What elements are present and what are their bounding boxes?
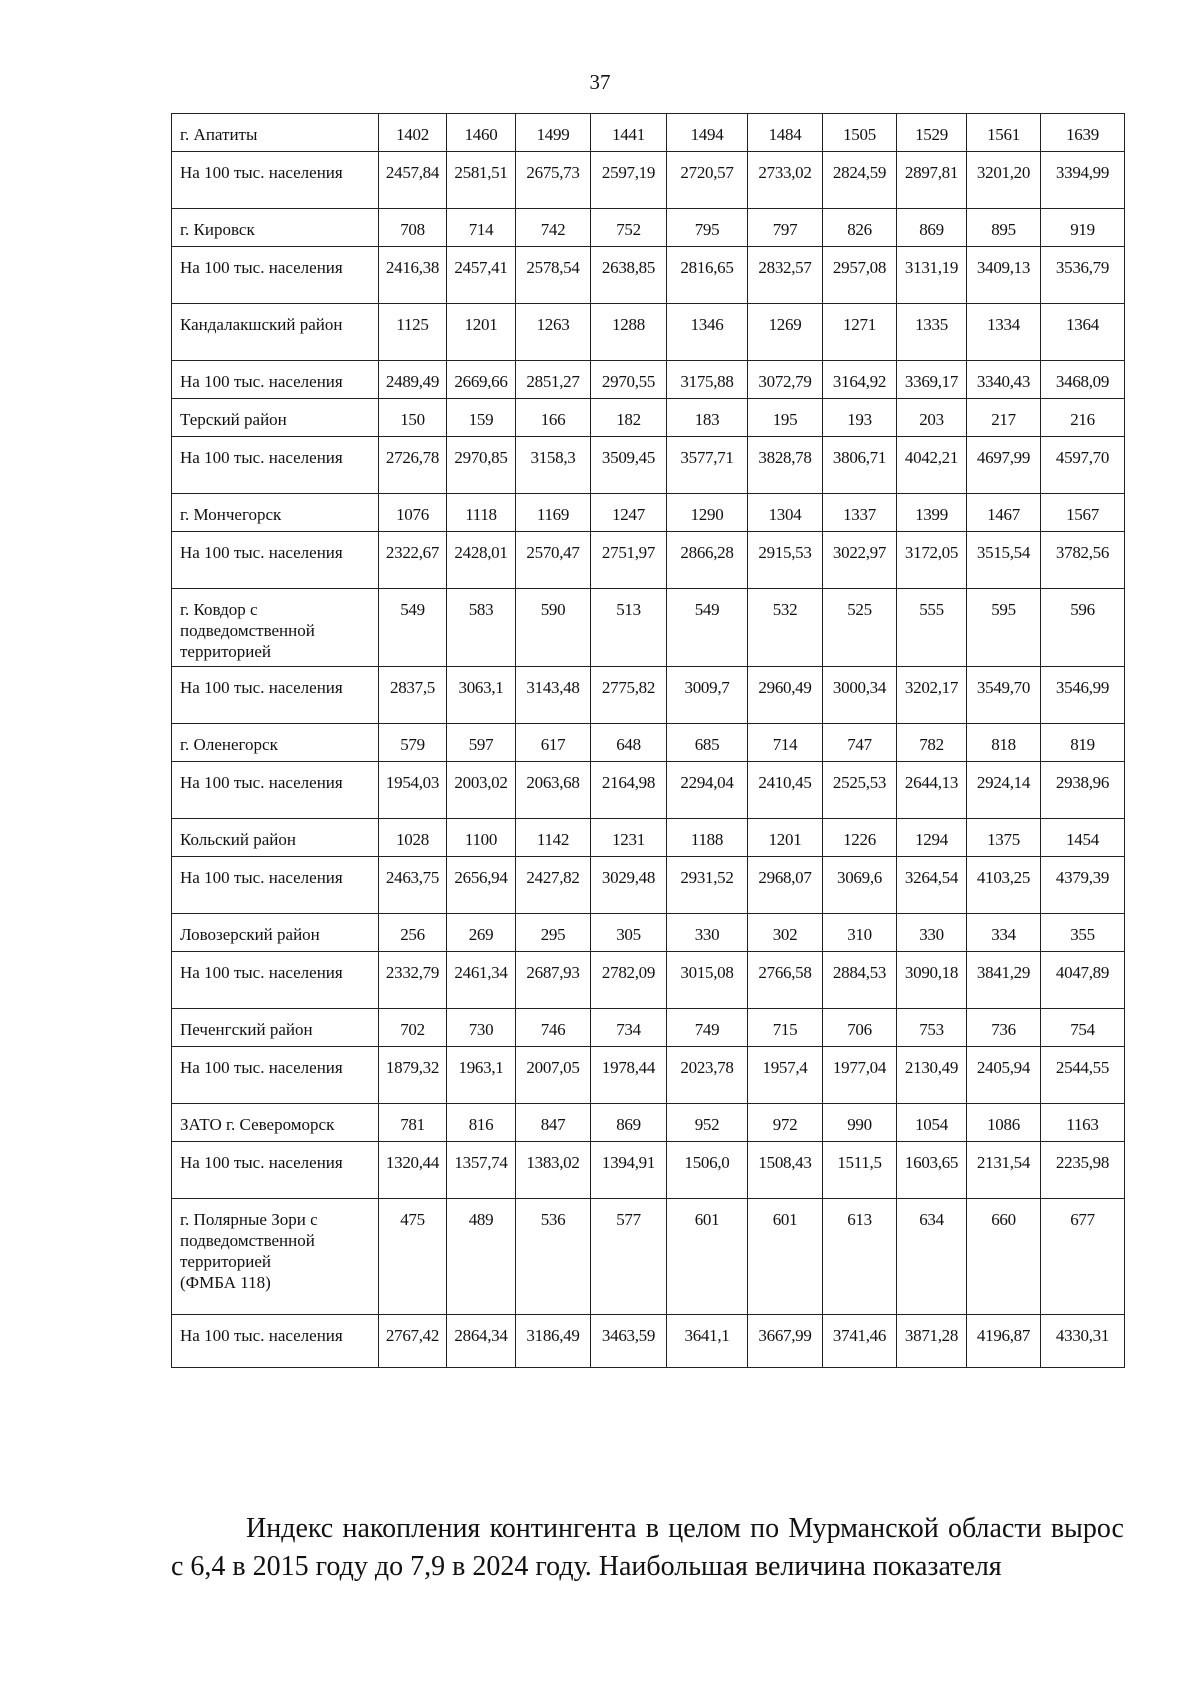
table-cell: 3186,49 [516, 1315, 591, 1368]
table-cell: 596 [1041, 589, 1125, 667]
table-cell: 3828,78 [748, 437, 823, 494]
table-cell: 2897,81 [897, 152, 967, 209]
table-cell: 334 [967, 914, 1041, 952]
table-cell: 1561 [967, 114, 1041, 152]
row-label: г. Ковдор с подведомственной территорией [172, 589, 379, 667]
table-cell: 1288 [591, 304, 667, 361]
table-cell: 3369,17 [897, 361, 967, 399]
table-cell: 3143,48 [516, 667, 591, 724]
table-cell: 685 [667, 724, 748, 762]
table-cell: 2931,52 [667, 857, 748, 914]
table-cell: 3394,99 [1041, 152, 1125, 209]
table-cell: 1201 [748, 819, 823, 857]
statistics-table [171, 113, 1125, 1368]
table-cell: 577 [591, 1199, 667, 1315]
table-cell: 4042,21 [897, 437, 967, 494]
table-cell: 1320,44 [379, 1142, 447, 1199]
table-row [172, 667, 1125, 724]
table-cell: 795 [667, 209, 748, 247]
table-cell: 4196,87 [967, 1315, 1041, 1368]
table-cell: 3175,88 [667, 361, 748, 399]
table-cell: 1508,43 [748, 1142, 823, 1199]
table-cell: 2007,05 [516, 1047, 591, 1104]
table-cell: 2960,49 [748, 667, 823, 724]
table-cell: 3000,34 [823, 667, 897, 724]
table-cell: 2638,85 [591, 247, 667, 304]
table-cell: 2570,47 [516, 532, 591, 589]
table-cell: 2063,68 [516, 762, 591, 819]
table-cell: 150 [379, 399, 447, 437]
table-cell: 895 [967, 209, 1041, 247]
table-cell: 2864,34 [447, 1315, 516, 1368]
table-cell: 3871,28 [897, 1315, 967, 1368]
table-cell: 3641,1 [667, 1315, 748, 1368]
table-cell: 2766,58 [748, 952, 823, 1009]
table-cell: 2726,78 [379, 437, 447, 494]
row-label: Терский район [172, 399, 379, 437]
table-row [172, 399, 1125, 437]
table-row [172, 361, 1125, 399]
table-cell: 2733,02 [748, 152, 823, 209]
table-cell: 2884,53 [823, 952, 897, 1009]
table-body [172, 114, 1125, 1368]
table-cell: 513 [591, 589, 667, 667]
table-cell: 1169 [516, 494, 591, 532]
table-cell: 216 [1041, 399, 1125, 437]
table-cell: 2131,54 [967, 1142, 1041, 1199]
table-cell: 749 [667, 1009, 748, 1047]
table-cell: 295 [516, 914, 591, 952]
row-label: На 100 тыс. населения [172, 1142, 379, 1199]
table-cell: 1963,1 [447, 1047, 516, 1104]
table-cell: 714 [447, 209, 516, 247]
table-cell: 1076 [379, 494, 447, 532]
table-cell: 489 [447, 1199, 516, 1315]
table-cell: 3782,56 [1041, 532, 1125, 589]
table-cell: 2332,79 [379, 952, 447, 1009]
row-label: На 100 тыс. населения [172, 1047, 379, 1104]
table-cell: 2130,49 [897, 1047, 967, 1104]
table-cell: 555 [897, 589, 967, 667]
table-cell: 730 [447, 1009, 516, 1047]
table-cell: 1335 [897, 304, 967, 361]
table-cell: 330 [897, 914, 967, 952]
table-row [172, 1047, 1125, 1104]
table-row [172, 494, 1125, 532]
row-label: ЗАТО г. Североморск [172, 1104, 379, 1142]
table-cell: 3409,13 [967, 247, 1041, 304]
table-cell: 1402 [379, 114, 447, 152]
table-cell: 2970,55 [591, 361, 667, 399]
table-cell: 1125 [379, 304, 447, 361]
table-cell: 3667,99 [748, 1315, 823, 1368]
row-label: г. Оленегорск [172, 724, 379, 762]
table-cell: 601 [748, 1199, 823, 1315]
table-cell: 1357,74 [447, 1142, 516, 1199]
table-row [172, 914, 1125, 952]
row-label: На 100 тыс. населения [172, 667, 379, 724]
table-cell: 302 [748, 914, 823, 952]
table-cell: 597 [447, 724, 516, 762]
table-cell: 2832,57 [748, 247, 823, 304]
table-cell: 183 [667, 399, 748, 437]
table-cell: 203 [897, 399, 967, 437]
page-number: 37 [589, 70, 611, 94]
table-row [172, 1142, 1125, 1199]
body-paragraph [171, 1510, 1124, 1586]
table-cell: 2837,5 [379, 667, 447, 724]
table-cell: 1529 [897, 114, 967, 152]
table-cell: 1399 [897, 494, 967, 532]
table-cell: 648 [591, 724, 667, 762]
table-cell: 1484 [748, 114, 823, 152]
table-cell: 2866,28 [667, 532, 748, 589]
table-cell: 1957,4 [748, 1047, 823, 1104]
table-cell: 3015,08 [667, 952, 748, 1009]
row-label: На 100 тыс. населения [172, 532, 379, 589]
table-cell: 919 [1041, 209, 1125, 247]
table-cell: 1100 [447, 819, 516, 857]
table-cell: 4379,39 [1041, 857, 1125, 914]
table-cell: 1337 [823, 494, 897, 532]
table-row [172, 819, 1125, 857]
table-cell: 475 [379, 1199, 447, 1315]
table-cell: 3072,79 [748, 361, 823, 399]
table-cell: 2428,01 [447, 532, 516, 589]
table-cell: 2687,93 [516, 952, 591, 1009]
row-label: Кандалакшский район [172, 304, 379, 361]
table-cell: 1460 [447, 114, 516, 152]
table-cell: 2235,98 [1041, 1142, 1125, 1199]
table-cell: 601 [667, 1199, 748, 1315]
table-cell: 193 [823, 399, 897, 437]
row-label: г. Апатиты [172, 114, 379, 152]
table-cell: 4697,99 [967, 437, 1041, 494]
table-cell: 3468,09 [1041, 361, 1125, 399]
table-row [172, 857, 1125, 914]
table-cell: 217 [967, 399, 1041, 437]
table-cell: 2597,19 [591, 152, 667, 209]
table-cell: 1383,02 [516, 1142, 591, 1199]
table-cell: 3090,18 [897, 952, 967, 1009]
table-cell: 330 [667, 914, 748, 952]
table-cell: 2851,27 [516, 361, 591, 399]
table-row [172, 114, 1125, 152]
table-cell: 1028 [379, 819, 447, 857]
table-cell: 1086 [967, 1104, 1041, 1142]
table-cell: 714 [748, 724, 823, 762]
table-cell: 4047,89 [1041, 952, 1125, 1009]
table-cell: 3202,17 [897, 667, 967, 724]
table-cell: 3172,05 [897, 532, 967, 589]
row-label: г. Кировск [172, 209, 379, 247]
table-cell: 2003,02 [447, 762, 516, 819]
table-cell: 816 [447, 1104, 516, 1142]
table-cell: 1269 [748, 304, 823, 361]
table-row [172, 152, 1125, 209]
table-cell: 2720,57 [667, 152, 748, 209]
table-cell: 1978,44 [591, 1047, 667, 1104]
table-cell: 2915,53 [748, 532, 823, 589]
table-cell: 2294,04 [667, 762, 748, 819]
table-cell: 2023,78 [667, 1047, 748, 1104]
table-cell: 613 [823, 1199, 897, 1315]
table-row [172, 762, 1125, 819]
table-cell: 1454 [1041, 819, 1125, 857]
table-row [172, 1315, 1125, 1368]
row-label: На 100 тыс. населения [172, 152, 379, 209]
table-cell: 3029,48 [591, 857, 667, 914]
table-cell: 1188 [667, 819, 748, 857]
table-cell: 747 [823, 724, 897, 762]
table-cell: 3069,6 [823, 857, 897, 914]
row-label: На 100 тыс. населения [172, 247, 379, 304]
table-cell: 715 [748, 1009, 823, 1047]
table-cell: 159 [447, 399, 516, 437]
table-cell: 2405,94 [967, 1047, 1041, 1104]
table-cell: 781 [379, 1104, 447, 1142]
table-cell: 1505 [823, 114, 897, 152]
table-cell: 736 [967, 1009, 1041, 1047]
table-cell: 3063,1 [447, 667, 516, 724]
table-cell: 2957,08 [823, 247, 897, 304]
table-cell: 869 [591, 1104, 667, 1142]
table-cell: 4330,31 [1041, 1315, 1125, 1368]
row-label: Ловозерский район [172, 914, 379, 952]
row-label: г. Мончегорск [172, 494, 379, 532]
table-cell: 3546,99 [1041, 667, 1125, 724]
table-cell: 1603,65 [897, 1142, 967, 1199]
table-cell: 660 [967, 1199, 1041, 1315]
table-cell: 549 [667, 589, 748, 667]
table-cell: 2525,53 [823, 762, 897, 819]
table-cell: 2164,98 [591, 762, 667, 819]
table-cell: 310 [823, 914, 897, 952]
table-cell: 2924,14 [967, 762, 1041, 819]
table-cell: 3164,92 [823, 361, 897, 399]
table-cell: 2775,82 [591, 667, 667, 724]
table-cell: 634 [897, 1199, 967, 1315]
table-cell: 1639 [1041, 114, 1125, 152]
table-cell: 752 [591, 209, 667, 247]
table-cell: 579 [379, 724, 447, 762]
table-cell: 256 [379, 914, 447, 952]
table-cell: 1118 [447, 494, 516, 532]
table-cell: 2675,73 [516, 152, 591, 209]
table-cell: 355 [1041, 914, 1125, 952]
table-row [172, 532, 1125, 589]
table-row [172, 437, 1125, 494]
table-cell: 525 [823, 589, 897, 667]
table-cell: 2581,51 [447, 152, 516, 209]
table-cell: 746 [516, 1009, 591, 1047]
row-label: г. Полярные Зори с подведомственной территорией (ФМБА 118) [172, 1199, 379, 1315]
row-label: На 100 тыс. населения [172, 437, 379, 494]
table-cell: 3806,71 [823, 437, 897, 494]
table-cell: 549 [379, 589, 447, 667]
row-label: Кольский район [172, 819, 379, 857]
table-cell: 3022,97 [823, 532, 897, 589]
row-label: На 100 тыс. населения [172, 361, 379, 399]
table-cell: 2782,09 [591, 952, 667, 1009]
row-label: На 100 тыс. населения [172, 762, 379, 819]
table-cell: 2751,97 [591, 532, 667, 589]
table-cell: 1201 [447, 304, 516, 361]
table-cell: 1375 [967, 819, 1041, 857]
table-cell: 2463,75 [379, 857, 447, 914]
table-cell: 195 [748, 399, 823, 437]
table-cell: 532 [748, 589, 823, 667]
table-cell: 869 [897, 209, 967, 247]
table-cell: 2816,65 [667, 247, 748, 304]
table-cell: 782 [897, 724, 967, 762]
table-cell: 702 [379, 1009, 447, 1047]
row-label: Печенгский район [172, 1009, 379, 1047]
table-cell: 708 [379, 209, 447, 247]
table-cell: 1054 [897, 1104, 967, 1142]
table-cell: 2767,42 [379, 1315, 447, 1368]
table-cell: 677 [1041, 1199, 1125, 1315]
table-cell: 754 [1041, 1009, 1125, 1047]
table-cell: 269 [447, 914, 516, 952]
table-cell: 1364 [1041, 304, 1125, 361]
table-row [172, 589, 1125, 667]
table-cell: 3264,54 [897, 857, 967, 914]
table-cell: 2656,94 [447, 857, 516, 914]
table-cell: 590 [516, 589, 591, 667]
table-row [172, 1199, 1125, 1315]
table-cell: 617 [516, 724, 591, 762]
table-cell: 3463,59 [591, 1315, 667, 1368]
table-cell: 1263 [516, 304, 591, 361]
table-cell: 1247 [591, 494, 667, 532]
table-cell: 1294 [897, 819, 967, 857]
table-cell: 2824,59 [823, 152, 897, 209]
table-cell: 1511,5 [823, 1142, 897, 1199]
table-cell: 818 [967, 724, 1041, 762]
table-cell: 1977,04 [823, 1047, 897, 1104]
row-label: На 100 тыс. населения [172, 1315, 379, 1368]
table-cell: 1226 [823, 819, 897, 857]
table-cell: 742 [516, 209, 591, 247]
table-row [172, 724, 1125, 762]
table-cell: 3158,3 [516, 437, 591, 494]
table-cell: 826 [823, 209, 897, 247]
table-cell: 166 [516, 399, 591, 437]
table-cell: 1879,32 [379, 1047, 447, 1104]
table-cell: 1231 [591, 819, 667, 857]
table-cell: 1394,91 [591, 1142, 667, 1199]
table-cell: 2461,34 [447, 952, 516, 1009]
table-cell: 1334 [967, 304, 1041, 361]
table-cell: 3577,71 [667, 437, 748, 494]
table-cell: 819 [1041, 724, 1125, 762]
table-cell: 2427,82 [516, 857, 591, 914]
table-cell: 583 [447, 589, 516, 667]
table-cell: 706 [823, 1009, 897, 1047]
table-cell: 536 [516, 1199, 591, 1315]
table-cell: 3009,7 [667, 667, 748, 724]
table-cell: 2322,67 [379, 532, 447, 589]
table-cell: 2644,13 [897, 762, 967, 819]
table-row [172, 952, 1125, 1009]
table-cell: 182 [591, 399, 667, 437]
table-cell: 1271 [823, 304, 897, 361]
table-cell: 990 [823, 1104, 897, 1142]
table-cell: 3201,20 [967, 152, 1041, 209]
table-cell: 2457,41 [447, 247, 516, 304]
table-cell: 3340,43 [967, 361, 1041, 399]
paragraph-text: Индекс накопления контингента в целом по Мурманской области вырос с 6,4 в 2015 году до 7,9 в 2024 году. Наибольшая величина показателя [171, 1513, 1124, 1582]
table-cell: 2457,84 [379, 152, 447, 209]
table-cell: 1290 [667, 494, 748, 532]
table-row [172, 247, 1125, 304]
table-cell: 3741,46 [823, 1315, 897, 1368]
table-cell: 1346 [667, 304, 748, 361]
table-cell: 3841,29 [967, 952, 1041, 1009]
table-cell: 1467 [967, 494, 1041, 532]
table-cell: 4597,70 [1041, 437, 1125, 494]
table-row [172, 304, 1125, 361]
table-cell: 2968,07 [748, 857, 823, 914]
table-cell: 3515,54 [967, 532, 1041, 589]
table-cell: 1567 [1041, 494, 1125, 532]
table-cell: 797 [748, 209, 823, 247]
table-cell: 2578,54 [516, 247, 591, 304]
row-label: На 100 тыс. населения [172, 857, 379, 914]
table-row [172, 1009, 1125, 1047]
table-cell: 305 [591, 914, 667, 952]
table-cell: 972 [748, 1104, 823, 1142]
table-cell: 4103,25 [967, 857, 1041, 914]
table-cell: 3549,70 [967, 667, 1041, 724]
table-cell: 1142 [516, 819, 591, 857]
table-cell: 753 [897, 1009, 967, 1047]
table-cell: 1499 [516, 114, 591, 152]
table-cell: 1954,03 [379, 762, 447, 819]
table-cell: 2410,45 [748, 762, 823, 819]
table-cell: 2938,96 [1041, 762, 1125, 819]
table-cell: 2544,55 [1041, 1047, 1125, 1104]
table-cell: 734 [591, 1009, 667, 1047]
table-row [172, 209, 1125, 247]
table-row [172, 1104, 1125, 1142]
table-cell: 2489,49 [379, 361, 447, 399]
table-cell: 1304 [748, 494, 823, 532]
table-cell: 595 [967, 589, 1041, 667]
table-cell: 1506,0 [667, 1142, 748, 1199]
row-label: На 100 тыс. населения [172, 952, 379, 1009]
table-cell: 1441 [591, 114, 667, 152]
table-cell: 2669,66 [447, 361, 516, 399]
table-cell: 3131,19 [897, 247, 967, 304]
table-cell: 2416,38 [379, 247, 447, 304]
table-cell: 3536,79 [1041, 247, 1125, 304]
table-cell: 952 [667, 1104, 748, 1142]
table-cell: 1494 [667, 114, 748, 152]
table-cell: 847 [516, 1104, 591, 1142]
table-cell: 2970,85 [447, 437, 516, 494]
table-cell: 1163 [1041, 1104, 1125, 1142]
table-cell: 3509,45 [591, 437, 667, 494]
